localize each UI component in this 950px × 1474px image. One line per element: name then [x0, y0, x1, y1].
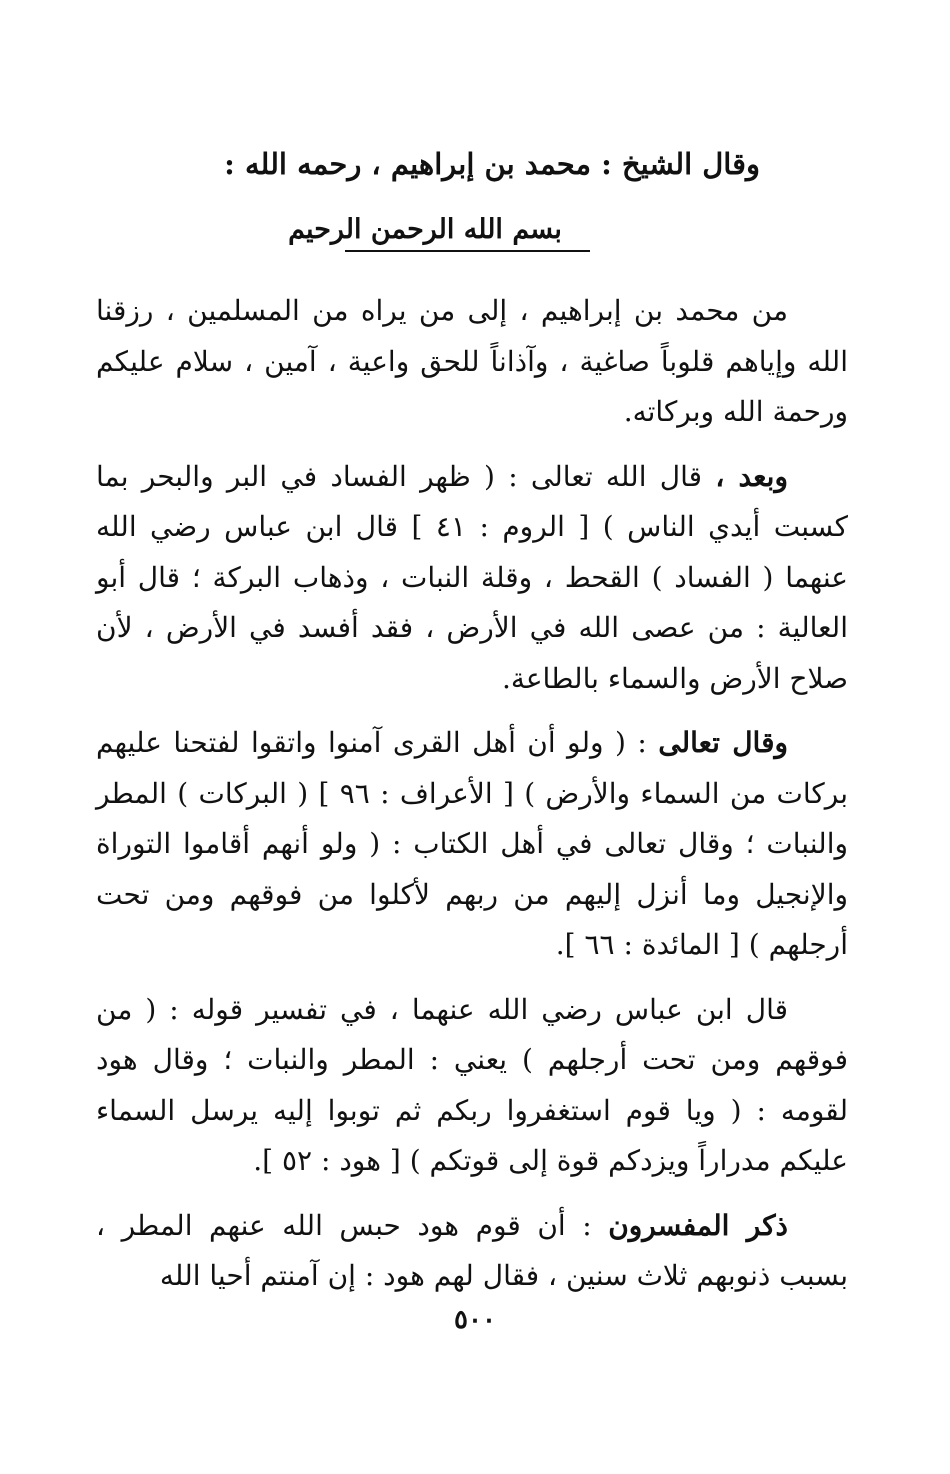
page-heading: وقال الشيخ : محمد بن إبراهيم ، رحمه الله :: [224, 147, 760, 181]
paragraph-blessings: [96, 718, 848, 971]
paragraph-lead: وقال تعالى: [658, 726, 788, 759]
body-text: [96, 286, 848, 1316]
basmala-underline: [345, 250, 590, 252]
paragraph-text: قال الله تعالى : ( ظهر الفساد في البر والبحر بما كسبت أيدي الناس ) [ الروم : ٤١ ] قال ابن عباس رضي الله عنهما ( الفساد ) القحط ، وقلة النبات ، وذهاب البركة ؛ قال أبو العالية : من عصى الله في الأرض ، فقد أفسد في الأرض ، لأن صلاح الأرض والسماء بالطاعة.: [96, 459, 848, 695]
paragraph-text: قال ابن عباس رضي الله عنهما ، في تفسير قوله : ( من فوقهم ومن تحت أرجلهم ) يعني : المطر والنبات ؛ وقال هود لقومه : ( ويا قوم استغفروا ربكم ثم توبوا إليه يرسل السماء عليكم مدراراً ويزدكم قوة إلى قوتكم ) [ هود : ٥٢ ].: [96, 992, 848, 1177]
paragraph-text: من محمد بن إبراهيم ، إلى من يراه من المسلمين ، رزقنا الله وإياهم قلوباً صاغية ، وآذاناً للحق واعية ، آمين ، سلام عليكم ورحمة الله وبركاته.: [96, 294, 848, 428]
basmala-calligraphy: بسم الله الرحمن الرحيم: [288, 214, 562, 245]
paragraph-tafsir: [96, 985, 848, 1187]
paragraph-lead: ذكر المفسرون: [608, 1208, 789, 1242]
paragraph-opening: [96, 286, 848, 438]
paragraph-text: : أن قوم هود حبس الله عنهم المطر ، بسبب ذنوبهم ثلاث سنين ، فقال لهم هود : إن آمنتم أحيا الله: [96, 1208, 848, 1292]
paragraph-commentators: [96, 1201, 848, 1302]
paragraph-corruption: [96, 452, 848, 705]
paragraph-lead: وبعد ،: [715, 459, 788, 493]
page-number: ٥٠٠: [454, 1305, 496, 1335]
paragraph-text: : ( ولو أن أهل القرى آمنوا واتقوا لفتحنا عليهم بركات من السماء والأرض ) [ الأعراف : ٩٦ ] ( البركات ) المطر والنبات ؛ وقال تعالى في أهل الكتاب : ( ولو أنهم أقاموا التوراة والإنجيل وما أنزل إليهم من ربهم لأكلوا من فوقهم ومن تحت أرجلهم ) [ المائدة : ٦٦ ].: [96, 726, 848, 961]
